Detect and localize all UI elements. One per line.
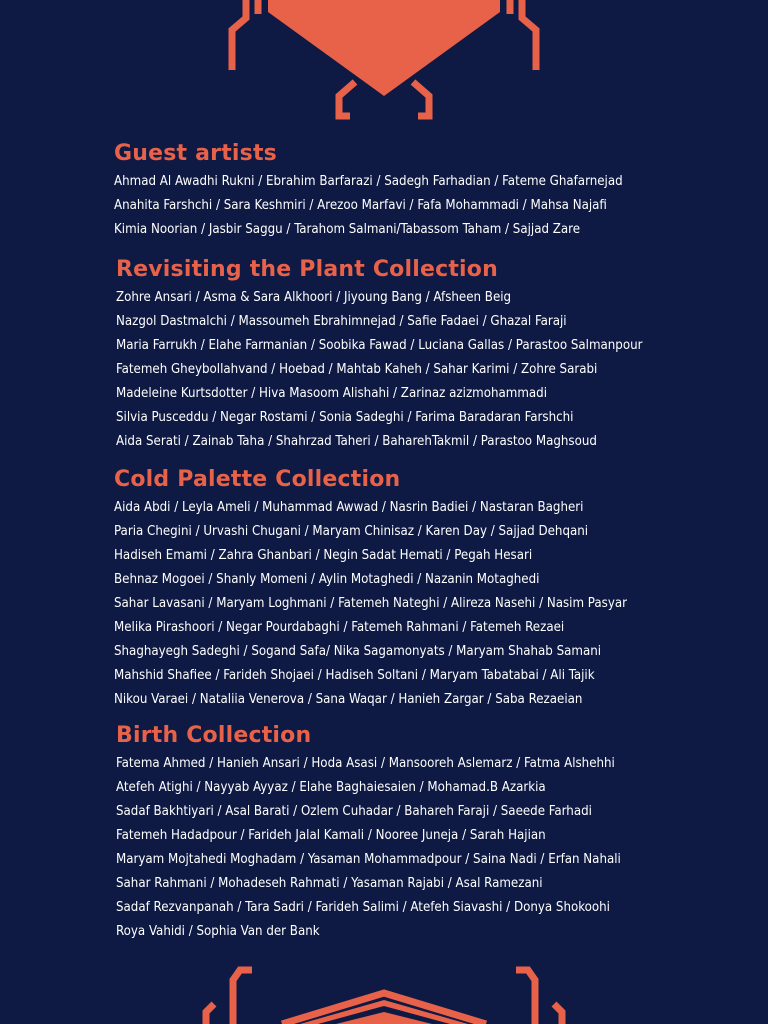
guest-artists-list [114,170,623,242]
artist-line: Fatemeh Hadadpour / Farideh Jalal Kamali / Nooree Juneja / Sarah Hajian [116,828,546,843]
section-plant-collection [116,254,643,454]
artist-line: Zohre Ansari / Asma & Sara Alkhoori / Jiyoung Bang / Afsheen Beig [116,290,512,305]
artist-line: Maryam Mojtahedi Moghadam / Yasaman Mohammadpour / Saina Nadi / Erfan Nahali [116,852,621,867]
bottom-insect-ornament-icon [0,960,768,1024]
artist-line: Sahar Lavasani / Maryam Loghmani / Fatemeh Nateghi / Alireza Nasehi / Nasim Pasyar [114,596,627,611]
artist-line: Behnaz Mogoei / Shanly Momeni / Aylin Motaghedi / Nazanin Motaghedi [114,572,540,587]
artist-line: Madeleine Kurtsdotter / Hiva Masoom Alishahi / Zarinaz azizmohammadi [116,386,548,401]
artist-line: Nikou Varaei / Nataliia Venerova / Sana Waqar / Hanieh Zargar / Saba Rezaeian [114,692,583,707]
artist-line: Aida Abdi / Leyla Ameli / Muhammad Awwad / Nasrin Badiei / Nastaran Bagheri [114,500,584,515]
section-title-guest-artists: Guest artists [114,141,277,166]
artist-line: Shaghayegh Sadeghi / Sogand Safa/ Nika Sagamonyats / Maryam Shahab Samani [114,644,602,659]
artist-line: Mahshid Shafiee / Farideh Shojaei / Hadiseh Soltani / Maryam Tabatabai / Ali Tajik [114,668,595,683]
artist-line: Hadiseh Emami / Zahra Ghanbari / Negin Sadat Hemati / Pegah Hesari [114,548,533,563]
artist-line: Roya Vahidi / Sophia Van der Bank [116,924,320,939]
artist-line: Silvia Pusceddu / Negar Rostami / Sonia Sadeghi / Farima Baradaran Farshchi [116,410,574,425]
artist-line: Fatemeh Gheybollahvand / Hoebad / Mahtab Kaheh / Sahar Karimi / Zohre Sarabi [116,362,598,377]
cold-palette-list [114,496,627,712]
artist-line: Kimia Noorian / Jasbir Saggu / Tarahom Salmani/Tabassom Taham / Sajjad Zare [114,222,581,237]
artist-line: Nazgol Dastmalchi / Massoumeh Ebrahimnejad / Safie Fadaei / Ghazal Faraji [116,314,567,329]
artist-line: Sadaf Rezvanpanah / Tara Sadri / Farideh Salimi / Atefeh Siavashi / Donya Shokoohi [116,900,610,915]
artist-line: Sahar Rahmani / Mohadeseh Rahmati / Yasaman Rajabi / Asal Ramezani [116,876,543,891]
artist-line: Ahmad Al Awadhi Rukni / Ebrahim Barfarazi / Sadegh Farhadian / Fateme Ghafarnejad [114,174,623,189]
artist-line: Atefeh Atighi / Nayyab Ayyaz / Elahe Baghaiesaien / Mohamad.B Azarkia [116,780,546,795]
top-insect-ornament-icon [0,0,768,122]
section-title-birth-collection: Birth Collection [116,723,312,748]
artist-line: Aida Serati / Zainab Taha / Shahrzad Taheri / BaharehTakmil / Parastoo Maghsoud [116,434,597,449]
artist-line: Paria Chegini / Urvashi Chugani / Maryam Chinisaz / Karen Day / Sajjad Dehqani [114,524,589,539]
section-title-cold-palette-collection: Cold Palette Collection [114,467,401,492]
artist-line: Sadaf Bakhtiyari / Asal Barati / Ozlem Cuhadar / Bahareh Faraji / Saeede Farhadi [116,804,592,819]
section-cold-palette-collection [114,464,627,712]
section-guest-artists [114,138,623,242]
artist-line: Maria Farrukh / Elahe Farmanian / Soobika Fawad / Luciana Gallas / Parastoo Salmanpour [116,338,643,353]
artist-line: Anahita Farshchi / Sara Keshmiri / Arezoo Marfavi / Fafa Mohammadi / Mahsa Najafi [114,198,607,213]
section-title-plant-collection: Revisiting the Plant Collection [116,257,498,282]
birth-collection-list [116,752,621,944]
plant-collection-list [116,286,643,454]
section-birth-collection [116,720,621,944]
artist-line: Fatema Ahmed / Hanieh Ansari / Hoda Asasi / Mansooreh Aslemarz / Fatma Alshehhi [116,756,615,771]
artist-line: Melika Pirashoori / Negar Pourdabaghi / Fatemeh Rahmani / Fatemeh Rezaei [114,620,565,635]
